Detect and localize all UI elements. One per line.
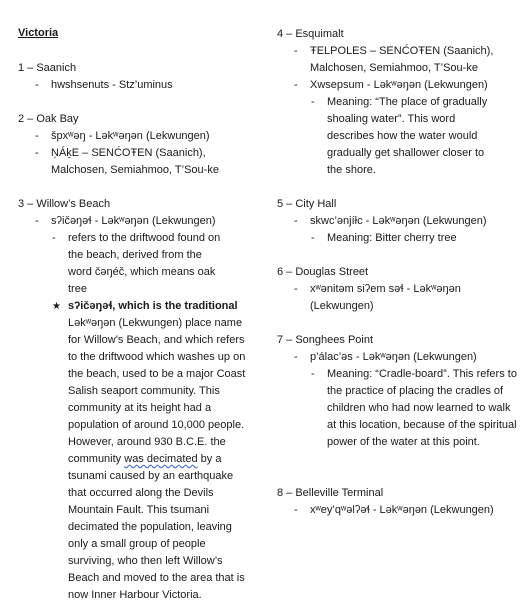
dash-bullet: - (294, 215, 298, 227)
note-tail: by a tsunami caused by an earthquake that occurred along the Devils Mountain Fault. This tsumani decimated the population, leaving only a small group of people surviving, who then left Willow’s Beach and moved to the area that is now Inner Harbour Victoria. (68, 453, 245, 601)
note-lead: sʔičəŋəɬ, which is the traditional (68, 300, 238, 312)
list-item (277, 349, 517, 366)
section-title: 4 – Esquimalt (277, 28, 344, 40)
dash-bullet: - (311, 232, 315, 244)
section-title: 7 – Songhees Point (277, 334, 374, 346)
list-item (277, 213, 517, 230)
list-item (18, 128, 240, 145)
dash-bullet: - (35, 79, 39, 91)
section-songhees-point (277, 332, 517, 451)
list-item (277, 502, 517, 519)
place-name: ŦELPOLES – SENĆOŦEN (Saanich), Malchosen, Semiahmoo, T’Sou-ke (310, 45, 494, 74)
place-name: xʷey’qʷəlʔəɬ - Ləkʷəŋən (Lekwungen) (310, 504, 494, 516)
list-subitem (18, 230, 228, 298)
list-subitem (277, 230, 517, 247)
dash-bullet: - (294, 45, 298, 57)
section-title: 5 – City Hall (277, 198, 337, 210)
list-subitem (277, 366, 517, 451)
star-icon: ★ (52, 301, 61, 312)
grammar-flag: was decimated (124, 453, 198, 465)
place-name: hwshsenuts - Stz’uminus (51, 79, 173, 91)
place-name: sʔičəŋəɬ - Ləkʷəŋən (Lekwungen) (51, 215, 216, 227)
dash-bullet: - (35, 147, 39, 159)
section-title: 1 – Saanich (18, 62, 77, 74)
section-city-hall (277, 196, 517, 247)
place-name: p’álac’əs - Ləkʷəŋən (Lekwungen) (310, 351, 477, 363)
list-item (18, 145, 240, 179)
section-esquimalt (277, 26, 499, 179)
section-willows-beach (18, 196, 256, 604)
dash-bullet: - (294, 283, 298, 295)
dash-bullet: - (52, 232, 56, 244)
place-name: xʷənitəm siʔem səɬ - Ləkʷəŋən (Lekwungen) (310, 283, 461, 312)
meaning-text: Meaning: “Cradle-board”. This refers to the practice of placing the cradles of children who had now learned to walk at this location, because of the spiritual power of the water at this point. (327, 368, 517, 448)
list-item (277, 281, 497, 315)
section-douglas-street (277, 264, 497, 315)
list-subitem (277, 94, 499, 179)
section-title: 6 – Douglas Street (277, 266, 369, 278)
dash-bullet: - (35, 130, 39, 142)
list-item (277, 77, 499, 94)
meaning-text: refers to the driftwood found on the beach, derived from the word čəŋéč, which means oak tree (68, 232, 221, 295)
place-name: N̦ÁḵE – SENĆOŦEN (Saanich), Malchosen, Semiahmoo, T’Sou-ke (51, 147, 219, 176)
place-name: Xwsepsum - Ləkʷəŋən (Lekwungen) (310, 79, 488, 91)
dash-bullet: - (311, 96, 315, 108)
section-title: 2 – Oak Bay (18, 113, 79, 125)
list-item (277, 43, 499, 77)
note-body: Ləkʷəŋən (Lekwungen) place name for Willow’s Beach, and which refers to the driftwood which washes up on the beach, used to be a major Coast Salish seaport community. This community at its height had a population of around 10,000 people. However, around 930 B.C.E. the community (68, 317, 246, 465)
document-title: Victoria (18, 27, 59, 39)
dash-bullet: - (35, 215, 39, 227)
place-name: špxʷəŋ - Ləkʷəŋən (Lekwungen) (51, 130, 210, 142)
dash-bullet: - (294, 351, 298, 363)
dash-bullet: - (294, 504, 298, 516)
list-item (18, 213, 256, 230)
dash-bullet: - (294, 79, 298, 91)
section-belleville-terminal (277, 485, 517, 519)
list-subitem-note (18, 298, 250, 604)
section-oak-bay (18, 111, 240, 179)
meaning-text: Meaning: Bitter cherry tree (327, 232, 457, 244)
dash-bullet: - (311, 368, 315, 380)
list-item (18, 77, 258, 94)
section-title: 8 – Belleville Terminal (277, 487, 384, 499)
place-name: skwc’ənjíłc - Ləkʷəŋən (Lekwungen) (310, 215, 487, 227)
meaning-text: Meaning: “The place of gradually shoaling water”. This word describes how the water would gradually get shallower closer to the shore. (327, 96, 488, 176)
section-title: 3 – Willow’s Beach (18, 198, 111, 210)
section-saanich (18, 60, 258, 94)
